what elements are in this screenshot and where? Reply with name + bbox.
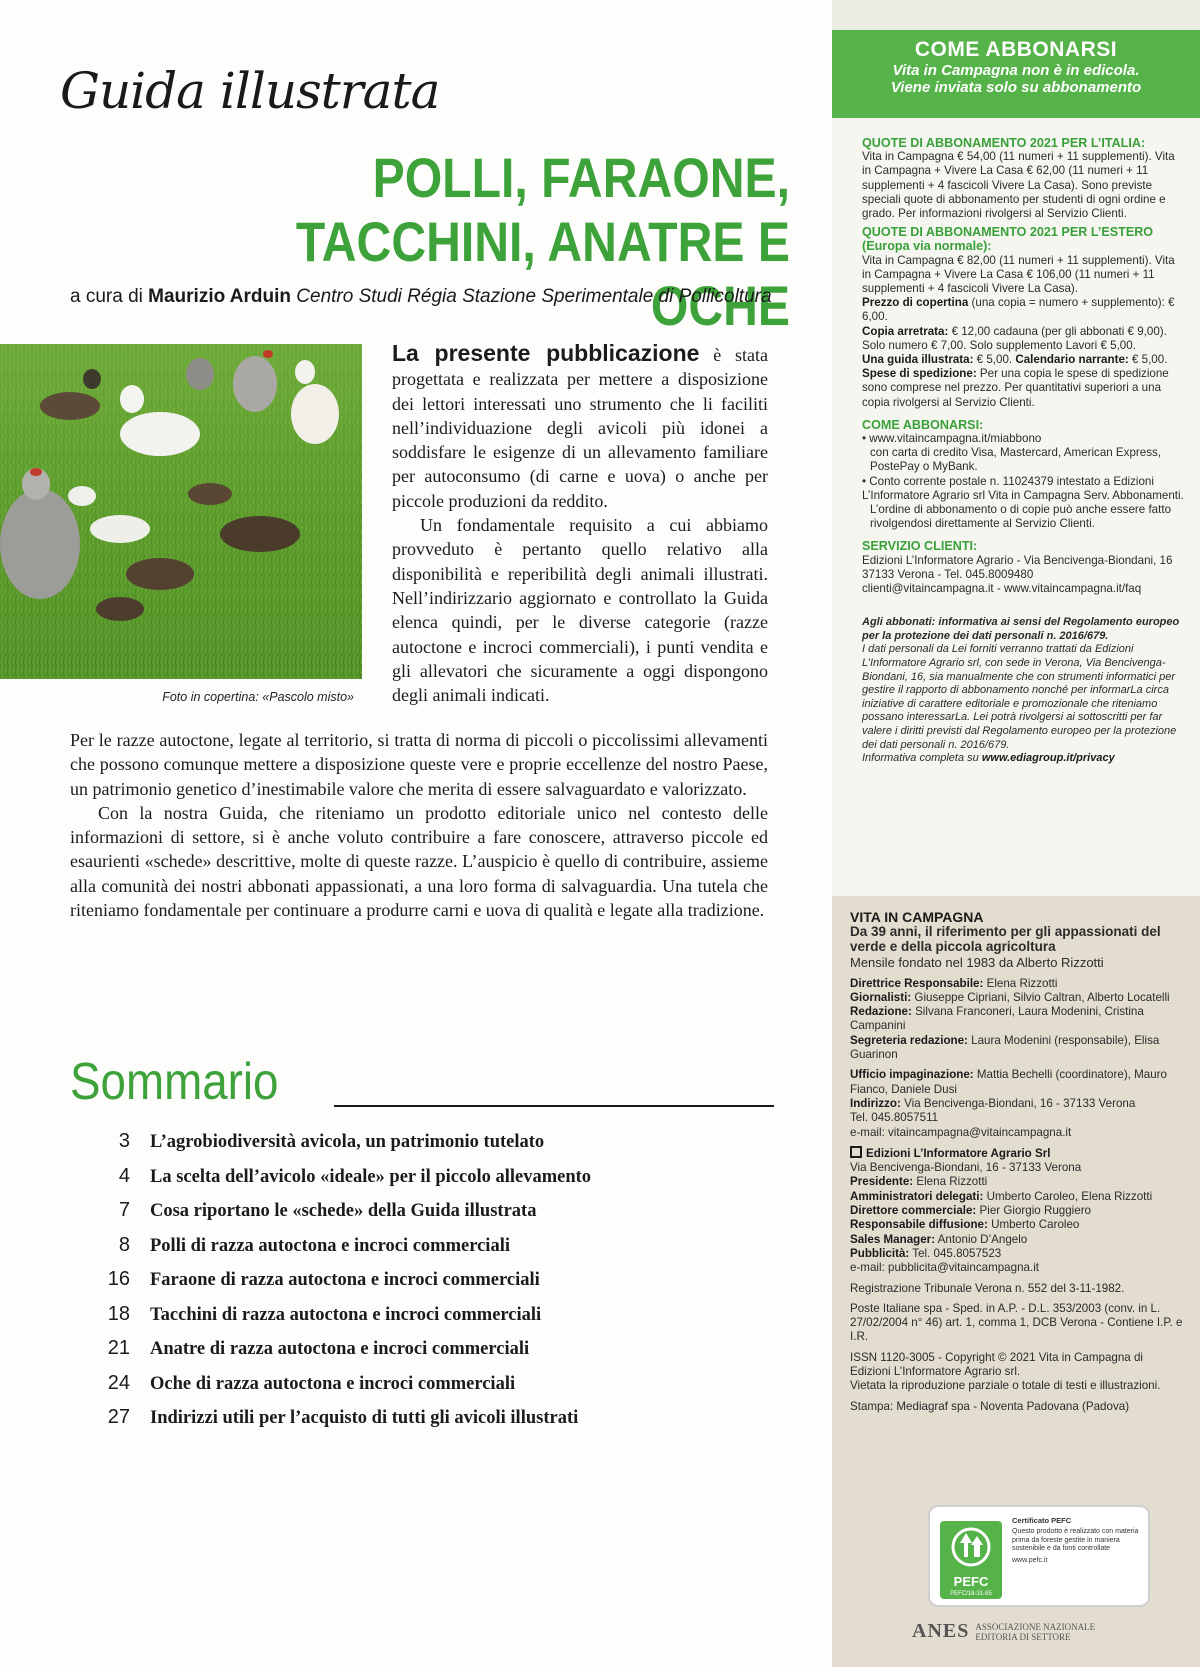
toc-page: 16 xyxy=(107,1268,130,1290)
subscribe-link[interactable]: • www.vitaincampagna.it/miabbono xyxy=(862,432,1042,446)
commercial-name: Pier Giorgio Ruggiero xyxy=(976,1204,1092,1218)
admins-names: Umberto Caroleo, Elena Rizzotti xyxy=(983,1189,1153,1203)
toc-page: 4 xyxy=(118,1164,130,1187)
toc-page: 3 xyxy=(118,1130,130,1152)
address-text: Via Bencivenga-Biondani, 16 - 37133 Verona xyxy=(900,1096,1136,1110)
ads-label: Pubblicità: xyxy=(850,1246,910,1260)
postal-info: Poste Italiane spa - Sped. in A.P. - D.L. 353/2003 (conv. in L. 27/02/2004 n° 46) art. 1, comma 1, DCB Verona - Contiene I.P. e I.R. xyxy=(850,1301,1183,1344)
cover-price xyxy=(862,296,1186,324)
toc-page: 27 xyxy=(107,1406,130,1428)
address-label: Indirizzo: xyxy=(850,1096,901,1110)
issn-copyright: ISSN 1120-3005 - Copyright © 2021 Vita in Campagna di Edizioni L’Informatore Agrario srl. xyxy=(850,1350,1143,1379)
postal-account: • Conto corrente postale n. 11024379 intestato a Edizioni L’Informatore Agrario srl Vita in Campagna Serv. Abbonamenti. xyxy=(862,474,1184,502)
byline xyxy=(70,286,772,308)
publisher-address: Via Bencivenga-Biondani, 16 - 37133 Verona xyxy=(850,1161,1082,1175)
intro-lead: La presente pubblicazione xyxy=(392,340,700,366)
journalists-names: Giuseppe Cipriani, Silvio Caltran, Alberto Locatelli xyxy=(911,990,1170,1004)
shipping-text: Per una copia le spese di spedizione sono comprese nel prezzo. Per quantitativi superiori a una copia rivolgersi al Servizio Clienti. xyxy=(862,367,1169,409)
cover-photo xyxy=(0,344,362,679)
journalists-row xyxy=(850,991,1186,1005)
sommario-rule xyxy=(334,1105,774,1107)
series-script-title: Guida illustrata xyxy=(60,62,440,120)
sidebar xyxy=(832,0,1200,1667)
masthead-title: VITA IN CAMPAGNA xyxy=(850,909,984,925)
toc-label: L’agrobiodiversità avicola, un patrimonio tutelato xyxy=(150,1132,545,1152)
byline-prefix: a cura di xyxy=(70,286,149,307)
ads-phone: Tel. 045.8057523 xyxy=(909,1246,1002,1260)
italy-rates-text: Vita in Campagna € 54,00 (11 numeri + 11 supplementi). Vita in Campagna + Vivere La Casa € 62,00 (11 numeri + 11 supplementi + 4 fascicoli Vivere La Casa). Sono previste speciali quote di abbonamento per studenti di ogni ordine e grado. Per informazioni rivolgersi al Servizio Clienti. xyxy=(862,150,1175,221)
intro-p1: è stata progettata e realizzata per mettere a disposizione dei lettori interessati uno strumento che li faciliti nell’individuazione degli avicoli più idonei a soddisfare le esigenze di un allevamento familiare per autoconsumo (di carne e uova) o anche per piccole produzioni da reddito. xyxy=(392,345,769,511)
toc-label: La scelta dell’avicolo «ideale» per il piccolo allevamento xyxy=(150,1166,592,1187)
poultry-photo-illustration xyxy=(0,344,362,679)
editorial-phone: Tel. 045.8057511 xyxy=(850,1111,939,1125)
pefc-url: www.pefc.it xyxy=(1012,1556,1048,1564)
anes-line-2: EDITORIA DI SETTORE xyxy=(975,1631,1071,1642)
toc-page: 18 xyxy=(107,1302,130,1325)
intro-paragraph-2: Un fondamentale requisito a cui abbiamo provveduto è pertanto quello relativo alla disponibilità e reperibilità degli animali illustrati. Nell’indirizzario aggiornato e controllato la Guida elenca quindi, per le diverse categorie (razze autoctone e incroci commerciali), i punti vendita e gli allevatori che sicuramente a oggi dispongono degli animali indicati. xyxy=(392,515,768,706)
toc-item[interactable] xyxy=(86,1234,786,1269)
customer-service-contacts[interactable]: clienti@vitaincampagna.it - www.vitaincampagna.it/faq xyxy=(862,582,1142,596)
toc-item[interactable] xyxy=(86,1303,786,1338)
anes-line-1: ASSOCIAZIONE NAZIONALE xyxy=(975,1621,1096,1632)
shipping-info xyxy=(862,367,1186,410)
privacy-link-prefix: Informativa completa su xyxy=(862,752,982,765)
commercial-label: Direttore commerciale: xyxy=(850,1204,977,1218)
toc-item[interactable] xyxy=(86,1268,786,1303)
masthead-founded: Mensile fondato nel 1983 da Alberto Rizzotti xyxy=(850,955,1104,971)
sales-row xyxy=(850,1233,1186,1247)
subscription-info xyxy=(832,118,1200,896)
president-label: Presidente: xyxy=(850,1175,914,1189)
subscribe-sub-1: Vita in Campagna non è in edicola. xyxy=(892,62,1140,79)
layout-office-label: Ufficio impaginazione: xyxy=(850,1068,974,1082)
ads-email[interactable]: e-mail: pubblicita@vitaincampagna.it xyxy=(850,1261,1039,1275)
address-row xyxy=(850,1097,1186,1111)
masthead-tagline: Da 39 anni, il riferimento per gli appassionati del verde e della piccola agricoltura xyxy=(850,924,1161,955)
president-row xyxy=(850,1175,1186,1189)
pefc-logo xyxy=(940,1521,1002,1599)
anes-description xyxy=(975,1622,1095,1642)
privacy-notice xyxy=(862,616,1186,766)
subscribe-link-note: con carta di credito Visa, Mastercard, American Express, PostePay o MyBank. xyxy=(870,446,1162,474)
distribution-name: Umberto Caroleo xyxy=(987,1218,1080,1232)
abroad-rates-text: Vita in Campagna € 82,00 (11 numeri + 11 supplementi). Vita in Campagna + Vivere La Casa € 106,00 (11 numeri + 11 supplementi + 4 fascicoli Vivere La Casa). xyxy=(862,253,1175,296)
toc-label: Faraone di razza autoctona e incroci commerciali xyxy=(150,1270,540,1290)
toc-item[interactable] xyxy=(86,1337,786,1372)
commercial-row xyxy=(850,1204,1186,1218)
pefc-certificate xyxy=(928,1505,1150,1607)
director-row xyxy=(850,977,1186,991)
publisher-name: Edizioni L’Informatore Agrario Srl xyxy=(866,1146,1051,1160)
body-text xyxy=(70,728,768,922)
toc-item[interactable] xyxy=(86,1372,786,1407)
anes-logo xyxy=(912,1620,1095,1643)
secretary-names: Laura Modenini (responsabile), Elisa Guarinon xyxy=(850,1033,1160,1062)
toc-page: 8 xyxy=(118,1233,130,1256)
publisher-row xyxy=(850,1146,1186,1161)
toc-item[interactable] xyxy=(86,1130,786,1165)
privacy-link-line xyxy=(862,752,1186,766)
subscribe-order-note: L’ordine di abbonamento o di copie può anche essere fatto rivolgendosi direttamente al Servizio Clienti. xyxy=(870,503,1172,531)
back-issue-text: € 12,00 cadauna (per gli abbonati € 9,00). Solo numero € 7,00. Solo supplemento Lavori € 5,00. xyxy=(862,324,1167,352)
toc-page: 21 xyxy=(107,1337,130,1359)
subscribe-title: COME ABBONARSI xyxy=(914,38,1118,61)
abroad-rates-heading: QUOTE DI ABBONAMENTO 2021 PER L’ESTERO xyxy=(862,225,1154,240)
table-of-contents xyxy=(86,1130,786,1441)
rights-notice: Vietata la riproduzione parziale o totale di testi e illustrazioni. xyxy=(850,1379,1161,1393)
tree-icon xyxy=(940,1521,1002,1571)
toc-label: Oche di razza autoctona e incroci commerciali xyxy=(150,1373,516,1394)
sales-name: Antonio D’Angelo xyxy=(935,1232,1028,1246)
toc-label: Cosa riportano le «schede» della Guida illustrata xyxy=(150,1201,537,1221)
italy-rates-heading: QUOTE DI ABBONAMENTO 2021 PER L’ITALIA: xyxy=(862,136,1146,150)
toc-label: Tacchini di razza autoctona e incroci commerciali xyxy=(150,1304,542,1325)
toc-page: 7 xyxy=(118,1199,130,1221)
secretary-row xyxy=(850,1034,1186,1063)
privacy-link[interactable]: www.ediagroup.it/privacy xyxy=(981,752,1115,765)
admins-row xyxy=(850,1190,1186,1204)
editorial-email[interactable]: e-mail: vitaincampagna@vitaincampagna.it xyxy=(850,1125,1072,1139)
customer-service-address: Edizioni L’Informatore Agrario - Via Bencivenga-Biondani, 16 37133 Verona - Tel. 045.8009480 xyxy=(862,553,1173,581)
calendar-price-text: € 5,00. xyxy=(1128,353,1168,367)
guide-price-text: € 5,00. xyxy=(973,353,1016,367)
photo-caption: Foto in copertina: «Pascolo misto» xyxy=(162,690,354,704)
sommario-title: Sommario xyxy=(70,1053,279,1111)
privacy-text: I dati personali da Lei forniti verranno trattati da Edizioni L’Informatore Agrario srl, con sede in Verona, Via Bencivenga-Biondani, 16, sia manualmente che con strumenti informatici per gestire il rapporto di abbonamento nonché per informarLa circa iniziative di carattere editoriale e promozionale che riteniamo possano interessarLa. Lei potrà rivolgersi ai sottoscritti per far valere i diritti previsti dal Regolamento europeo per la protezione dei dati personali n. 2016/679. xyxy=(862,643,1177,751)
layout-office-row xyxy=(850,1068,1186,1097)
how-to-subscribe-heading: COME ABBONARSI: xyxy=(862,417,984,432)
secretary-label: Segreteria redazione: xyxy=(850,1033,968,1047)
registration: Registrazione Tribunale Verona n. 552 del 3-11-1982. xyxy=(850,1281,1125,1295)
sales-label: Sales Manager: xyxy=(850,1232,936,1246)
toc-label: Anatre di razza autoctona e incroci commerciali xyxy=(150,1339,530,1359)
toc-page: 24 xyxy=(107,1371,130,1394)
shipping-label: Spese di spedizione: xyxy=(862,367,977,381)
guide-price-label: Una guida illustrata: xyxy=(862,353,974,367)
ads-row xyxy=(850,1247,1186,1261)
anes-mark: ANES xyxy=(912,1620,970,1642)
intro-text xyxy=(392,341,768,707)
body-paragraph-3: Per le razze autoctone, legate al territorio, si tratta di norma di piccoli o piccolissimi allevamenti che possono comunque mettere a disposizione queste vere e proprie eccellenze del nostro Paese, un patrimonio genetico d’inestimabile valore che merita di essere salvaguardato e valorizzato. xyxy=(70,730,768,799)
distribution-row xyxy=(850,1218,1186,1232)
pefc-brand: PEFC xyxy=(953,1574,989,1589)
toc-item[interactable] xyxy=(86,1165,786,1200)
byline-author: Maurizio Arduin xyxy=(148,286,291,307)
director-label: Direttrice Responsabile: xyxy=(850,976,984,990)
editorial-row xyxy=(850,1005,1186,1034)
toc-item[interactable] xyxy=(86,1199,786,1234)
editorial-names: Silvana Franconeri, Laura Modenini, Cristina Campanini xyxy=(850,1005,1144,1033)
back-issue-price xyxy=(862,325,1186,353)
printer: Stampa: Mediagraf spa - Noventa Padovana (Padova) xyxy=(850,1399,1130,1413)
journalists-label: Giornalisti: xyxy=(850,990,912,1004)
pefc-heading: Certificato PEFC xyxy=(1012,1516,1072,1525)
pefc-description: Questo prodotto è realizzato con materia prima da foreste gestite in maniera sostenibile e da fonti controllate xyxy=(1012,1528,1139,1553)
admins-label: Amministratori delegati: xyxy=(850,1189,984,1203)
president-name: Elena Rizzotti xyxy=(913,1175,988,1189)
privacy-lead: Agli abbonati: informativa ai sensi del Regolamento europeo per la protezione dei dati personali n. 2016/679. xyxy=(862,616,1180,642)
distribution-label: Responsabile diffusione: xyxy=(850,1218,988,1232)
title-line-1: POLLI, FARAONE, xyxy=(372,146,790,209)
toc-label: Indirizzi utili per l’acquisto di tutti gli avicoli illustrati xyxy=(150,1408,579,1428)
publisher-logo-icon xyxy=(850,1146,862,1158)
intro-paragraph-1 xyxy=(392,341,768,513)
page-title xyxy=(171,146,790,338)
pefc-text xyxy=(1012,1517,1142,1565)
director-name: Elena Rizzotti xyxy=(983,976,1058,990)
cover-price-label: Prezzo di copertina xyxy=(862,296,969,310)
back-issue-label: Copia arretrata: xyxy=(862,324,949,338)
abroad-rates-heading-2: (Europa via normale): xyxy=(862,239,992,254)
body-paragraph-4: Con la nostra Guida, che riteniamo un prodotto editoriale unico nel contesto delle informazioni di settore, si è anche voluto contribuire a fare conoscere, attraverso piccole ed esaurienti «schede» descrittive, molte di queste razze. L’auspicio è quello di contribuire, assieme alla comunità dei nostri abbonati appassionati, a una loro forma di salvaguardia. Una tutela che riteniamo fondamentale per continuare a produrre carni e uova di qualità e legate alla tradizione. xyxy=(70,802,768,921)
subscribe-sub-2: Viene inviata solo su abbonamento xyxy=(890,79,1142,96)
editorial-label: Redazione: xyxy=(850,1005,912,1019)
subscribe-header xyxy=(832,30,1200,118)
toc-item[interactable] xyxy=(86,1406,786,1441)
byline-affiliation: Centro Studi Régia Stazione Sperimentale di Pollicoltura xyxy=(296,286,772,307)
title-line-2: TACCHINI, ANATRE E OCHE xyxy=(295,210,790,337)
toc-label: Polli di razza autoctona e incroci commerciali xyxy=(150,1235,510,1256)
guide-price xyxy=(862,353,1186,367)
customer-service-heading: SERVIZIO CLIENTI: xyxy=(862,539,978,554)
cover-price-text: (una copia = numero + supplemento): € 6,00. xyxy=(862,296,1175,324)
layout-office-names: Mattia Bechelli (coordinatore), Mauro Fianco, Daniele Dusi xyxy=(850,1068,1167,1096)
pefc-code: PEFC/18-31-85 xyxy=(950,1591,992,1597)
calendar-price-label: Calendario narrante: xyxy=(1015,353,1129,367)
